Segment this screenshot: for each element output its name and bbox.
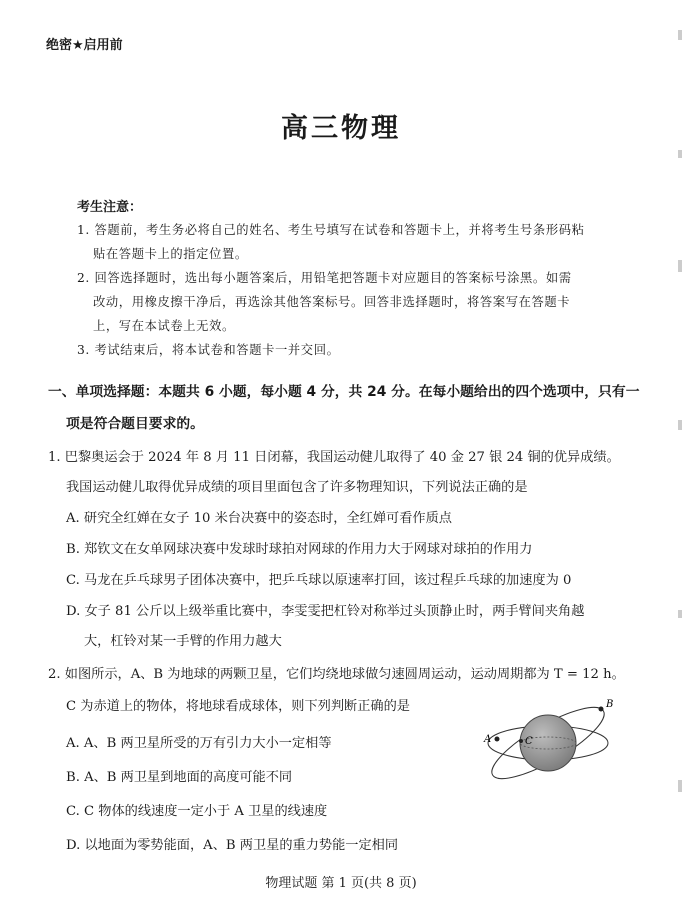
q2-option-a: A. A、B 两卫星所受的万有引力大小一定相等 [66, 736, 332, 751]
notice-line-3: 2. 回答选择题时，选出每小题答案后，用铅笔把答题卡对应题目的答案标号涂黑。如需 [77, 271, 572, 285]
satellite-b-dot [599, 707, 604, 712]
label-b: B [606, 699, 614, 710]
notice-line-4: 改动，用橡皮擦干净后，再选涂其他答案标号。回答非选择题时，将答案写在答题卡 [93, 295, 571, 309]
notice-heading: 考生注意： [77, 200, 143, 215]
label-c: C [525, 736, 533, 747]
q1-option-d-line-2: 大，杠铃对某一手臂的作用力越大 [84, 634, 282, 649]
q2-option-b: B. A、B 两卫星到地面的高度可能不同 [66, 770, 293, 785]
section-heading-line-1: 一、单项选择题：本题共 6 小题，每小题 4 分，共 24 分。在每小题给出的四个选项中，只有一 [48, 384, 640, 400]
section-heading-line-2: 项是符合题目要求的。 [66, 416, 204, 432]
confidential-label: 绝密★启用前 [46, 38, 123, 53]
q1-option-a: A. 研究全红婵在女子 10 米台决赛中的姿态时，全红婵可看作质点 [66, 511, 452, 526]
q2-stem-line-2: C 为赤道上的物体，将地球看成球体，则下列判断正确的是 [66, 699, 410, 714]
q1-option-d-line-1: D. 女子 81 公斤以上级举重比赛中，李雯雯把杠铃对称举过头顶静止时，两手臂间夹角越 [66, 604, 585, 619]
q2-option-c: C. C 物体的线速度一定小于 A 卫星的线速度 [66, 804, 328, 819]
page-footer: 物理试题 第 1 页(共 8 页) [265, 876, 417, 891]
satellite-orbit-figure [478, 688, 618, 798]
notice-line-6: 3. 考试结束后，将本试卷和答题卡一并交回。 [77, 343, 340, 357]
q1-option-b: B. 郑钦文在女单网球决赛中发球时球拍对网球的作用力大于网球对球拍的作用力 [66, 542, 533, 557]
q1-option-c: C. 马龙在乒乓球男子团体决赛中，把乒乓球以原速率打回，该过程乒乓球的加速度为 0 [66, 573, 572, 588]
satellite-a-dot [495, 737, 500, 742]
q2-option-d: D. 以地面为零势能面，A、B 两卫星的重力势能一定相同 [66, 838, 399, 853]
page-edge-bleed [672, 0, 682, 922]
q2-stem-line-1: 2. 如图所示，A、B 为地球的两颗卫星，它们均绕地球做匀速圆周运动，运动周期都为 T = 12 h。 [48, 667, 625, 682]
notice-line-1: 1. 答题前，考生务必将自己的姓名、考生号填写在试卷和答题卡上，并将考生号条形码粘 [77, 223, 585, 237]
page-title: 高三物理 [281, 113, 401, 144]
notice-line-5: 上，写在本试卷上无效。 [93, 319, 235, 333]
q1-stem-line-2: 我国运动健儿取得优异成绩的项目里面包含了许多物理知识，下列说法正确的是 [66, 480, 528, 495]
q1-stem-line-1: 1. 巴黎奥运会于 2024 年 8 月 11 日闭幕，我国运动健儿取得了 40 金 27 银 24 铜的优异成绩。 [48, 450, 620, 465]
notice-line-2: 贴在答题卡上的指定位置。 [93, 247, 248, 261]
label-a: A [484, 734, 492, 745]
object-c-dot [519, 739, 523, 743]
